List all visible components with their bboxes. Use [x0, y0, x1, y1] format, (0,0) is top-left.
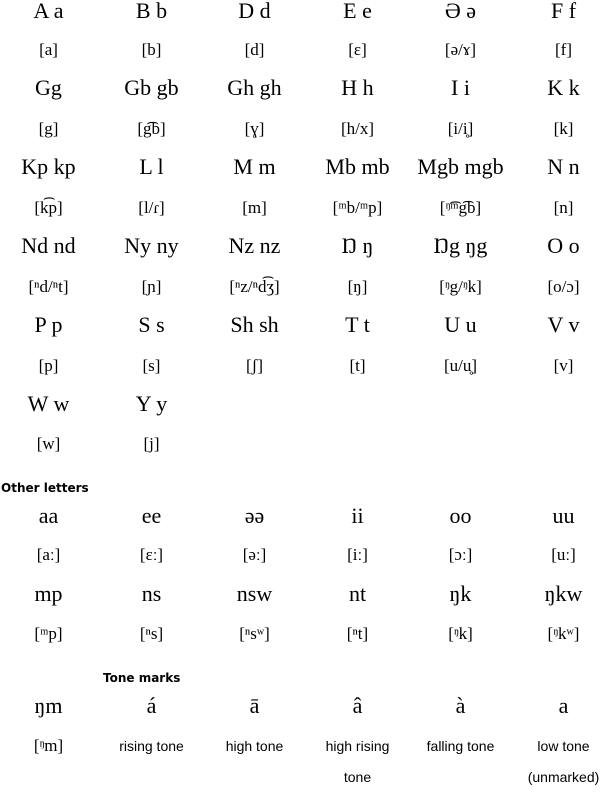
ipa-cell: [g]: [38, 119, 59, 138]
letter-cell: W w: [27, 391, 70, 416]
letter-cell: ee: [141, 503, 162, 528]
letter-cell: nsw: [236, 581, 273, 606]
letter-cell: Gb gb: [124, 75, 179, 100]
tone-description: high tone: [225, 738, 284, 754]
letter-cell: əə: [244, 503, 265, 528]
ipa-cell: [o/ɔ]: [547, 277, 580, 296]
ipa-cell: [ⁿsʷ]: [239, 624, 270, 643]
alphabet-letter-row: [0, 310, 604, 340]
ipa-cell: [uː]: [551, 545, 576, 564]
alphabet-ipa-row: [0, 193, 604, 223]
letter-cell: Gg: [35, 75, 62, 100]
alphabet-letter-row: [0, 152, 604, 182]
alphabet-ipa-row: [0, 351, 604, 381]
letter-cell: I i: [451, 75, 470, 100]
letter-cell: E e: [343, 0, 372, 23]
tone-letter-row: [0, 691, 604, 721]
letter-cell: K k: [547, 75, 580, 100]
letter-cell: A a: [33, 0, 64, 23]
ipa-cell: [ⁿz/ⁿd͡ʒ]: [229, 277, 280, 296]
alphabet-ipa-row: [0, 429, 604, 459]
other-ipa-row: [0, 619, 604, 649]
letter-cell: P p: [34, 312, 63, 337]
ipa-cell: [ᵑ͡ᵐg͡b]: [439, 198, 482, 217]
letter-cell: Nz nz: [228, 233, 281, 258]
ipa-cell: [n]: [553, 198, 574, 217]
alphabet-ipa-row: [0, 35, 604, 65]
other-ipa-row: [0, 540, 604, 570]
letter-cell: oo: [449, 503, 472, 528]
letter-cell: Ŋ ŋ: [341, 233, 374, 258]
ipa-cell: [ᵐp]: [34, 624, 63, 643]
ipa-cell: [b]: [141, 40, 162, 59]
ipa-cell: [ᵑm]: [33, 736, 64, 755]
ipa-cell: [ⁿd/ⁿt]: [28, 277, 69, 296]
alphabet-letter-row: [0, 389, 604, 419]
ipa-cell: [p]: [38, 356, 59, 375]
letter-cell: aa: [38, 503, 59, 528]
letter-cell: S s: [138, 312, 165, 337]
letter-cell: H h: [341, 75, 374, 100]
ipa-cell: [ᵑkʷ]: [547, 624, 580, 643]
letter-cell: Mb mb: [325, 154, 390, 179]
tone-description-continued: tone: [343, 769, 372, 785]
tone-description: falling tone: [426, 738, 495, 754]
letter-cell: nt: [348, 581, 367, 606]
letter-cell: uu: [552, 503, 575, 528]
ipa-cell: [a]: [39, 40, 58, 59]
letter-cell: Sh sh: [230, 312, 279, 337]
letter-cell: Y y: [135, 391, 168, 416]
ipa-cell: [iː]: [347, 545, 368, 564]
letter-cell: V v: [547, 312, 580, 337]
ipa-cell: [ᵐb/ᵐp]: [332, 198, 383, 217]
ipa-cell: [ɣ]: [244, 119, 265, 138]
tone-description-continued: (unmarked): [527, 769, 600, 785]
ipa-cell: [ᵑk]: [448, 624, 473, 643]
ipa-cell: [l/ɾ]: [138, 198, 165, 217]
letter-cell: B b: [135, 0, 168, 23]
letter-cell: ŋkw: [544, 581, 583, 606]
tone-description: low tone: [537, 738, 590, 754]
letter-cell: Nd nd: [21, 233, 76, 258]
ipa-cell: [j]: [143, 434, 160, 453]
alphabet-ipa-row: [0, 114, 604, 144]
letter-cell: D d: [238, 0, 271, 23]
letter-cell: ā: [249, 693, 260, 718]
other-letters-heading: Other letters: [1, 481, 89, 495]
letter-cell: F f: [550, 0, 577, 23]
alphabet-letter-row: [0, 231, 604, 261]
ipa-cell: [v]: [553, 356, 574, 375]
letter-cell: a: [558, 693, 569, 718]
ipa-cell: [ⁿt]: [346, 624, 369, 643]
ipa-cell: [k]: [553, 119, 574, 138]
ipa-cell: [ɛː]: [139, 545, 164, 564]
ipa-cell: [ⁿs]: [139, 624, 164, 643]
tone-description: rising tone: [119, 738, 184, 754]
letter-cell: Mgb mgb: [417, 154, 504, 179]
ipa-cell: [i/i̥]: [447, 119, 474, 138]
ipa-cell: [əː]: [242, 545, 267, 564]
letter-cell: Ny ny: [124, 233, 179, 258]
ipa-cell: [aː]: [36, 545, 61, 564]
letter-cell: N n: [547, 154, 580, 179]
ipa-cell: [d]: [244, 40, 265, 59]
ipa-cell: [u/u̥]: [443, 356, 478, 375]
tone-desc-row-2: [0, 762, 604, 792]
letter-cell: Gh gh: [227, 75, 282, 100]
letter-cell: ŋk: [449, 581, 472, 606]
ipa-cell: [ŋ]: [347, 277, 368, 296]
ipa-cell: [ɔː]: [448, 545, 473, 564]
letter-cell: T t: [345, 312, 370, 337]
letter-cell: â: [352, 693, 363, 718]
ipa-cell: [ʃ]: [246, 356, 263, 375]
ipa-cell: [ɲ]: [141, 277, 162, 296]
ipa-cell: [ə/ɤ]: [444, 40, 477, 59]
alphabet-ipa-row: [0, 272, 604, 302]
letter-cell: á: [146, 693, 157, 718]
ipa-cell: [t]: [349, 356, 366, 375]
letter-cell: Ə ə: [444, 0, 477, 23]
letter-cell: mp: [34, 581, 63, 606]
tone-description: high rising: [325, 738, 390, 754]
letter-cell: U u: [444, 312, 477, 337]
ipa-cell: [g͡b]: [137, 119, 166, 138]
letter-cell: Ŋg ŋg: [433, 233, 488, 258]
letter-cell: M m: [233, 154, 276, 179]
other-letter-row: [0, 579, 604, 609]
ipa-cell: [k͡p]: [34, 198, 63, 217]
letter-cell: ŋm: [34, 693, 63, 718]
other-letter-row: [0, 501, 604, 531]
ipa-cell: [m]: [242, 198, 267, 217]
letter-cell: ns: [141, 581, 162, 606]
letter-cell: O o: [547, 233, 580, 258]
alphabet-letter-row: [0, 0, 604, 26]
letter-cell: ii: [351, 503, 364, 528]
letter-cell: L l: [139, 154, 164, 179]
ipa-cell: [ɛ]: [348, 40, 367, 59]
alphabet-letter-row: [0, 73, 604, 103]
ipa-cell: [h/x]: [340, 119, 375, 138]
ipa-cell: [ᵑg/ᵑk]: [439, 277, 482, 296]
tone-desc-row: [0, 731, 604, 761]
letter-cell: Kp kp: [21, 154, 76, 179]
ipa-cell: [w]: [36, 434, 61, 453]
tone-marks-heading: Tone marks: [103, 671, 181, 685]
ipa-cell: [s]: [142, 356, 161, 375]
letter-cell: à: [455, 693, 466, 718]
ipa-cell: [f]: [555, 40, 572, 59]
